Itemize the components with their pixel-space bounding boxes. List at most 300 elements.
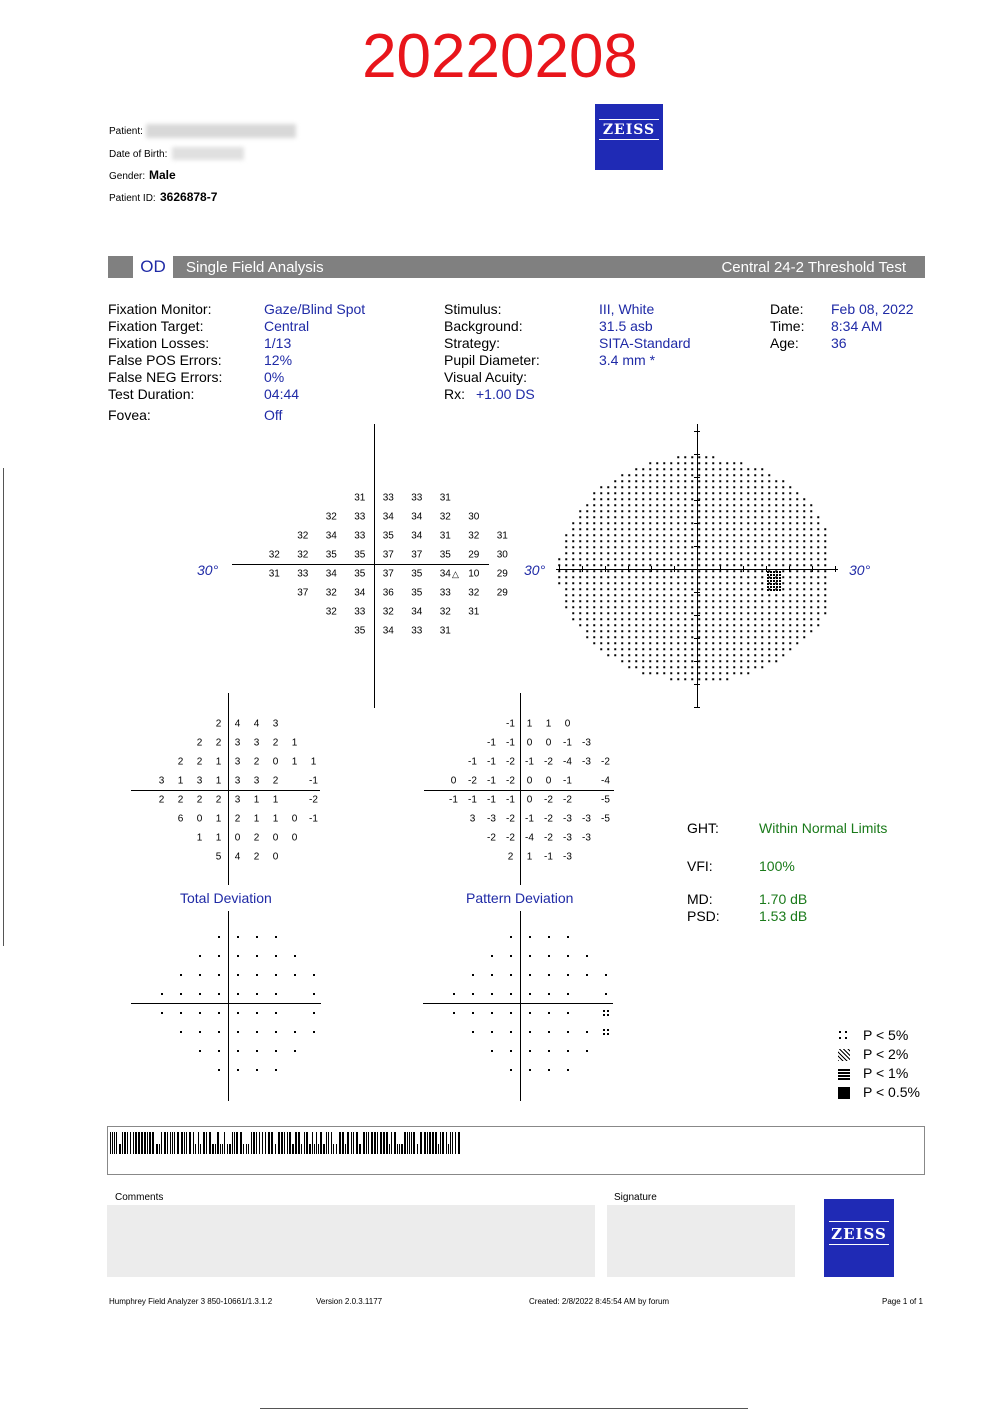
field-dot xyxy=(635,648,637,650)
field-dot xyxy=(733,468,735,470)
field-dot xyxy=(684,498,686,500)
field-dot xyxy=(677,594,679,596)
field-dot xyxy=(747,618,749,620)
field-dot xyxy=(649,468,651,470)
field-dot xyxy=(817,564,819,566)
field-dot xyxy=(740,534,742,536)
field-dot xyxy=(677,660,679,662)
field-dot xyxy=(656,486,658,488)
p5-dot xyxy=(607,1014,609,1016)
field-dot xyxy=(775,606,777,608)
field-dot xyxy=(663,576,665,578)
field-dot xyxy=(754,600,756,602)
barcode-bar xyxy=(391,1132,392,1154)
field-dot xyxy=(824,534,826,536)
field-dot xyxy=(712,600,714,602)
blind-spot-dot xyxy=(773,589,775,591)
field-dot xyxy=(586,504,588,506)
field-dot xyxy=(691,576,693,578)
normal-dot xyxy=(275,1069,277,1071)
field-dot xyxy=(621,486,623,488)
field-dot xyxy=(740,516,742,518)
field-dot xyxy=(649,576,651,578)
field-dot xyxy=(628,492,630,494)
barcode-bar xyxy=(147,1132,148,1154)
field-dot xyxy=(782,630,784,632)
barcode-bar xyxy=(130,1132,131,1154)
field-dot xyxy=(684,576,686,578)
field-dot xyxy=(754,522,756,524)
blind-spot-dot xyxy=(776,571,778,573)
blind-spot-dot xyxy=(779,589,781,591)
barcode-bar xyxy=(386,1132,388,1154)
field-dot xyxy=(565,564,567,566)
field-dot xyxy=(803,570,805,572)
field-dot xyxy=(691,504,693,506)
field-dot xyxy=(789,600,791,602)
field-dot xyxy=(726,654,728,656)
field-dot xyxy=(754,528,756,530)
grid-value: -2 xyxy=(544,813,553,824)
grid-value: 33 xyxy=(411,492,423,503)
grid-value: -4 xyxy=(601,775,610,786)
field-dot xyxy=(733,522,735,524)
field-dot xyxy=(621,510,623,512)
field-dot xyxy=(656,546,658,548)
field-dot xyxy=(621,624,623,626)
blind-spot-dot xyxy=(770,571,772,573)
field-dot xyxy=(684,540,686,542)
field-dot xyxy=(761,624,763,626)
field-dot xyxy=(768,618,770,620)
field-dot xyxy=(698,510,700,512)
field-dot xyxy=(747,528,749,530)
field-dot xyxy=(698,612,700,614)
field-dot xyxy=(782,546,784,548)
field-dot xyxy=(768,654,770,656)
field-dot xyxy=(691,528,693,530)
normal-dot xyxy=(180,1012,182,1014)
field-dot xyxy=(642,474,644,476)
normal-dot xyxy=(605,993,607,995)
field-dot xyxy=(705,654,707,656)
field-dot xyxy=(698,552,700,554)
field-dot xyxy=(775,600,777,602)
field-dot xyxy=(572,522,574,524)
field-dot xyxy=(614,546,616,548)
field-dot xyxy=(656,498,658,500)
grid-value: 35 xyxy=(354,568,366,579)
field-dot xyxy=(719,522,721,524)
field-dot xyxy=(712,486,714,488)
grid-value: 2 xyxy=(196,737,203,748)
field-dot xyxy=(628,498,630,500)
field-dot xyxy=(775,510,777,512)
field-dot xyxy=(712,636,714,638)
field-dot xyxy=(691,630,693,632)
field-dot xyxy=(761,558,763,560)
field-dot xyxy=(621,606,623,608)
field-dot xyxy=(712,546,714,548)
field-dot xyxy=(635,600,637,602)
field-dot xyxy=(775,552,777,554)
comments-box[interactable] xyxy=(107,1205,595,1277)
field-dot xyxy=(726,468,728,470)
field-dot xyxy=(642,582,644,584)
grid-value: 3 xyxy=(158,775,165,786)
blind-spot-dot xyxy=(776,583,778,585)
param-label: Strategy: xyxy=(444,335,501,351)
field-dot xyxy=(663,660,665,662)
normal-dot xyxy=(180,974,182,976)
field-dot xyxy=(754,474,756,476)
barcode-bar xyxy=(404,1132,406,1154)
field-dot xyxy=(761,474,763,476)
field-dot xyxy=(649,636,651,638)
field-dot xyxy=(621,480,623,482)
field-dot xyxy=(586,606,588,608)
field-dot xyxy=(635,642,637,644)
barcode-bar xyxy=(220,1144,221,1154)
field-dot xyxy=(789,594,791,596)
field-dot xyxy=(796,630,798,632)
normal-dot xyxy=(161,993,163,995)
grid-value: 34 xyxy=(354,587,366,598)
field-dot xyxy=(705,678,707,680)
field-dot xyxy=(768,642,770,644)
barcode-bar xyxy=(326,1132,327,1154)
field-dot xyxy=(656,528,658,530)
axis-tick xyxy=(694,431,700,432)
barcode-bar xyxy=(193,1132,194,1154)
blind-spot-dot xyxy=(773,571,775,573)
barcode-bar xyxy=(122,1132,123,1154)
field-dot xyxy=(712,678,714,680)
field-dot xyxy=(726,564,728,566)
field-dot xyxy=(740,528,742,530)
field-dot xyxy=(670,492,672,494)
field-dot xyxy=(726,570,728,572)
field-dot xyxy=(607,510,609,512)
barcode-bar xyxy=(167,1132,168,1154)
field-dot xyxy=(572,552,574,554)
field-dot xyxy=(593,534,595,536)
field-dot xyxy=(628,576,630,578)
barcode-bar xyxy=(371,1132,373,1154)
field-dot xyxy=(649,642,651,644)
barcode-bar xyxy=(271,1132,273,1154)
field-dot xyxy=(789,516,791,518)
grid-value: 32 xyxy=(325,511,337,522)
field-dot xyxy=(621,648,623,650)
field-dot xyxy=(684,642,686,644)
field-dot xyxy=(663,486,665,488)
field-dot xyxy=(670,552,672,554)
grid-value: 1 xyxy=(526,718,533,729)
field-dot xyxy=(754,576,756,578)
axis-tick xyxy=(694,500,700,501)
field-dot xyxy=(663,474,665,476)
field-dot xyxy=(705,546,707,548)
field-dot xyxy=(761,588,763,590)
field-dot xyxy=(817,612,819,614)
horizontal-axis xyxy=(131,790,320,791)
field-dot xyxy=(719,636,721,638)
field-dot xyxy=(810,546,812,548)
field-dot xyxy=(705,540,707,542)
field-dot xyxy=(775,534,777,536)
field-dot xyxy=(670,648,672,650)
normal-dot xyxy=(294,1050,296,1052)
field-dot xyxy=(768,528,770,530)
field-dot xyxy=(810,582,812,584)
field-dot xyxy=(621,558,623,560)
field-dot xyxy=(607,540,609,542)
normal-dot xyxy=(237,1031,239,1033)
field-dot xyxy=(572,618,574,620)
field-dot xyxy=(663,528,665,530)
barcode-bar xyxy=(127,1132,128,1154)
field-dot xyxy=(593,600,595,602)
field-dot xyxy=(607,552,609,554)
field-dot xyxy=(719,642,721,644)
field-dot xyxy=(565,534,567,536)
axis-tick xyxy=(812,566,813,572)
field-dot xyxy=(768,492,770,494)
field-dot xyxy=(628,540,630,542)
normal-dot xyxy=(275,1012,277,1014)
barcode-bar xyxy=(424,1132,426,1154)
grid-value: 0 xyxy=(450,775,457,786)
normal-dot xyxy=(491,955,493,957)
blind-spot-dot xyxy=(767,583,769,585)
field-dot xyxy=(698,570,700,572)
normal-dot xyxy=(529,993,531,995)
barcode-bar xyxy=(347,1132,349,1154)
field-dot xyxy=(747,516,749,518)
field-dot xyxy=(649,648,651,650)
field-dot xyxy=(600,576,602,578)
field-dot xyxy=(600,612,602,614)
field-dot xyxy=(768,546,770,548)
field-dot xyxy=(691,666,693,668)
normal-dot xyxy=(548,1069,550,1071)
field-dot xyxy=(684,582,686,584)
field-dot xyxy=(733,474,735,476)
field-dot xyxy=(656,594,658,596)
grid-value: -3 xyxy=(487,813,496,824)
barcode-bar xyxy=(135,1132,137,1154)
field-dot xyxy=(754,648,756,650)
param-label: Pupil Diameter: xyxy=(444,352,540,368)
field-dot xyxy=(621,636,623,638)
field-dot xyxy=(586,552,588,554)
field-dot xyxy=(782,648,784,650)
signature-box[interactable] xyxy=(607,1205,795,1277)
field-dot xyxy=(586,522,588,524)
barcode-bar xyxy=(229,1144,231,1154)
grid-value: 1 xyxy=(291,756,298,767)
field-dot xyxy=(747,552,749,554)
field-dot xyxy=(782,570,784,572)
grid-value: 31 xyxy=(439,492,451,503)
normal-dot xyxy=(586,1031,588,1033)
field-dot xyxy=(782,642,784,644)
field-dot xyxy=(775,486,777,488)
normal-dot xyxy=(472,1012,474,1014)
field-dot xyxy=(824,546,826,548)
field-dot xyxy=(698,522,700,524)
field-dot xyxy=(747,624,749,626)
field-dot xyxy=(761,600,763,602)
grid-value: 3 xyxy=(234,794,241,805)
blind-spot-dot xyxy=(779,574,781,576)
field-dot xyxy=(600,534,602,536)
field-dot xyxy=(705,492,707,494)
field-dot xyxy=(593,582,595,584)
barcode-bar xyxy=(458,1132,460,1154)
field-dot xyxy=(810,594,812,596)
field-dot xyxy=(705,618,707,620)
field-dot xyxy=(656,654,658,656)
normal-dot xyxy=(256,974,258,976)
field-dot xyxy=(579,612,581,614)
field-dot xyxy=(698,486,700,488)
field-dot xyxy=(663,636,665,638)
field-dot xyxy=(642,648,644,650)
field-dot xyxy=(593,588,595,590)
grid-value: 0 xyxy=(196,813,203,824)
grid-value: 32 xyxy=(468,530,480,541)
field-dot xyxy=(558,558,560,560)
grid-value: -5 xyxy=(601,794,610,805)
grid-value: 31 xyxy=(268,568,280,579)
field-dot xyxy=(824,558,826,560)
barcode-bar xyxy=(323,1144,325,1154)
field-dot xyxy=(796,546,798,548)
field-dot xyxy=(698,654,700,656)
field-dot xyxy=(740,648,742,650)
legend-row xyxy=(836,1084,936,1101)
field-dot xyxy=(803,540,805,542)
field-dot xyxy=(600,594,602,596)
field-dot xyxy=(782,582,784,584)
param-label: Age: xyxy=(770,335,799,351)
field-dot xyxy=(677,630,679,632)
field-dot xyxy=(733,606,735,608)
barcode-bar xyxy=(227,1144,228,1154)
field-dot xyxy=(726,486,728,488)
field-dot xyxy=(614,612,616,614)
field-dot xyxy=(677,678,679,680)
grid-value: 2 xyxy=(507,851,514,862)
grid-value: 37 xyxy=(411,549,423,560)
normal-dot xyxy=(256,936,258,938)
field-dot xyxy=(579,618,581,620)
field-dot xyxy=(796,552,798,554)
barcode-bar xyxy=(380,1132,382,1154)
field-dot xyxy=(579,510,581,512)
field-dot xyxy=(733,654,735,656)
barcode-bar xyxy=(195,1144,196,1154)
field-dot xyxy=(789,558,791,560)
field-dot xyxy=(733,558,735,560)
field-dot xyxy=(803,522,805,524)
field-dot xyxy=(754,594,756,596)
field-dot xyxy=(712,642,714,644)
field-dot xyxy=(712,462,714,464)
param-label: False POS Errors: xyxy=(108,352,222,368)
field-dot xyxy=(649,564,651,566)
grid-value: 2 xyxy=(234,813,241,824)
field-dot xyxy=(593,504,595,506)
field-dot xyxy=(803,600,805,602)
field-dot xyxy=(579,564,581,566)
field-dot xyxy=(796,534,798,536)
grid-value: -2 xyxy=(601,756,610,767)
field-dot xyxy=(677,600,679,602)
field-dot xyxy=(670,606,672,608)
param-value: III, White xyxy=(599,301,655,317)
field-dot xyxy=(586,510,588,512)
field-dot xyxy=(670,534,672,536)
field-dot xyxy=(593,498,595,500)
field-dot xyxy=(761,618,763,620)
field-dot xyxy=(677,624,679,626)
field-dot xyxy=(579,540,581,542)
field-dot xyxy=(586,570,588,572)
field-dot xyxy=(817,594,819,596)
field-dot xyxy=(677,468,679,470)
grid-value: 0 xyxy=(545,775,552,786)
field-dot xyxy=(628,654,630,656)
field-dot xyxy=(747,636,749,638)
field-dot xyxy=(670,576,672,578)
param-label: Stimulus: xyxy=(444,301,502,317)
field-dot xyxy=(705,456,707,458)
grid-value: 3 xyxy=(196,775,203,786)
field-dot xyxy=(656,570,658,572)
barcode-bar xyxy=(138,1132,140,1154)
field-dot xyxy=(810,606,812,608)
field-dot xyxy=(761,582,763,584)
grid-value: -2 xyxy=(468,775,477,786)
field-dot xyxy=(649,510,651,512)
field-dot xyxy=(705,672,707,674)
field-dot xyxy=(754,612,756,614)
barcode-bar xyxy=(256,1132,257,1154)
field-dot xyxy=(705,594,707,596)
grid-value: 32 xyxy=(325,606,337,617)
field-dot xyxy=(747,576,749,578)
field-dot xyxy=(656,624,658,626)
field-dot xyxy=(691,678,693,680)
field-dot xyxy=(635,468,637,470)
field-dot xyxy=(698,540,700,542)
grid-value: -2 xyxy=(506,813,515,824)
blind-spot-dot xyxy=(773,583,775,585)
field-dot xyxy=(600,486,602,488)
field-dot xyxy=(775,504,777,506)
field-dot xyxy=(712,558,714,560)
field-dot xyxy=(817,600,819,602)
field-dot xyxy=(656,474,658,476)
grid-value: 3 xyxy=(272,718,279,729)
eye-label: OD xyxy=(133,256,173,278)
axis-tick xyxy=(651,566,652,572)
p5-dot xyxy=(603,1029,605,1031)
grid-value: -1 xyxy=(487,756,496,767)
